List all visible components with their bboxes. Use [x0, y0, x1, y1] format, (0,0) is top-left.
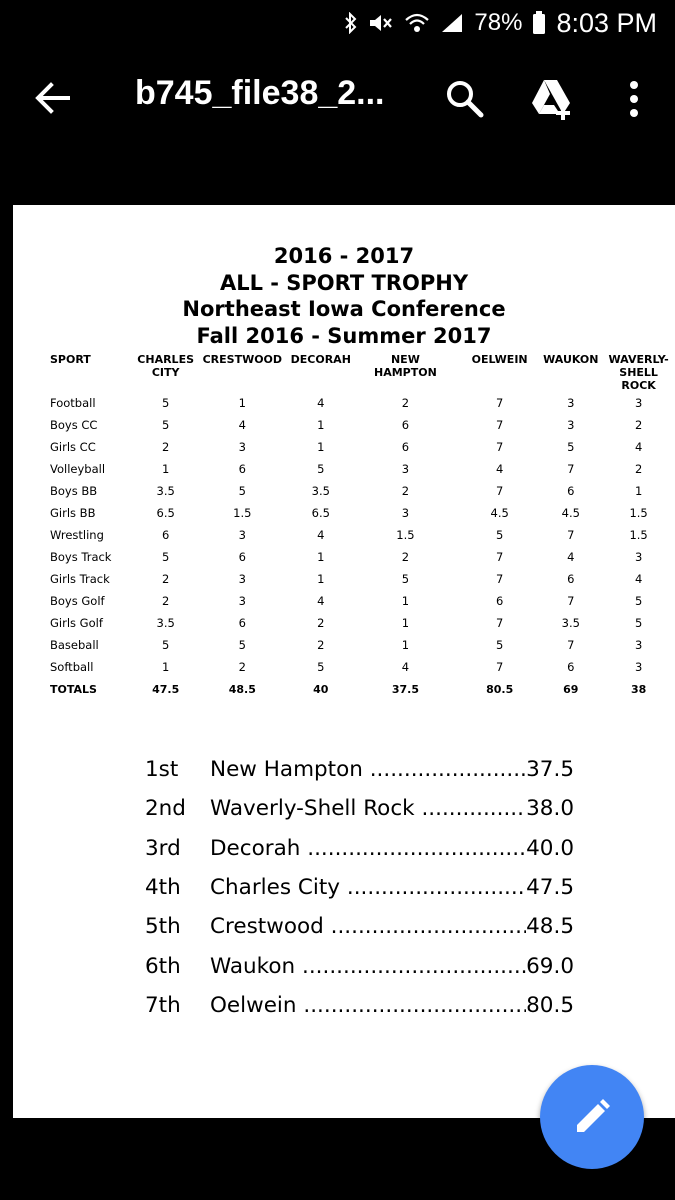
points-cell: 5: [317, 660, 325, 674]
totals-row: [50, 678, 675, 700]
sport-cell: Boys Golf: [50, 594, 105, 608]
points-cell: 4.5: [561, 506, 580, 520]
column-header: CHARLES CITY: [137, 353, 195, 379]
battery-percent: 78%: [474, 9, 523, 36]
points-cell: 5: [161, 418, 170, 432]
sport-cell: Boys Track: [50, 550, 112, 564]
column-header: CRESTWOOD: [202, 353, 283, 366]
sport-cell: Baseball: [50, 638, 99, 652]
points-cell: 5: [161, 638, 170, 652]
points-cell: 3: [401, 462, 410, 476]
points-cell: 1.5: [233, 506, 252, 520]
points-cell: 3: [567, 418, 575, 432]
mute-icon: [368, 12, 394, 34]
points-cell: 2: [401, 396, 410, 410]
points-cell: 6: [567, 660, 575, 674]
table-row: [50, 480, 675, 502]
team-name: Waverly-Shell Rock .....: [210, 794, 574, 824]
score: 37.5: [526, 755, 574, 785]
column-header: DECORAH: [290, 353, 351, 366]
points-cell: 1: [317, 550, 325, 564]
score: 80.5: [526, 991, 574, 1021]
points-cell: 6: [495, 594, 504, 608]
table-row: [50, 546, 675, 568]
sport-cell: Boys CC: [50, 418, 98, 432]
points-cell: 4: [495, 462, 504, 476]
column-header: WAUKON: [543, 353, 599, 366]
points-cell: 6: [238, 462, 246, 476]
points-cell: 2: [317, 616, 325, 630]
points-cell: 6: [238, 616, 246, 630]
sport-cell: Wrestling: [50, 528, 104, 542]
points-cell: 7: [495, 660, 504, 674]
team-name: Waukon .....: [210, 952, 574, 982]
sport-cell: Football: [50, 396, 96, 410]
column-header: NEW HAMPTON: [374, 353, 437, 379]
points-cell: 37.5: [391, 682, 419, 696]
team-name: Decorah .....: [210, 834, 574, 864]
points-cell: 3.5: [561, 616, 580, 630]
edit-pencil-icon: [572, 1097, 612, 1137]
points-cell: 2: [634, 418, 643, 432]
title-line-3: Northeast Iowa Conference: [182, 297, 506, 321]
table-row: [50, 502, 675, 524]
battery-icon: [532, 11, 546, 35]
points-cell: 1: [317, 440, 325, 454]
points-cell: 1.5: [396, 528, 415, 542]
place: 7th: [145, 992, 181, 1018]
points-cell: 4: [317, 528, 325, 542]
search-icon[interactable]: [444, 78, 486, 120]
place: 6th: [145, 953, 181, 979]
table-row: [50, 414, 675, 436]
sport-cell: Girls BB: [50, 506, 96, 520]
place: 1st: [145, 757, 179, 782]
points-cell: 2: [401, 550, 410, 564]
table-row: [50, 436, 675, 458]
title-line-4: Fall 2016 - Summer 2017: [196, 323, 492, 348]
team-name: Crestwood .....: [210, 912, 574, 942]
points-cell: 4: [567, 550, 575, 564]
bluetooth-icon: [344, 12, 358, 34]
sport-cell: Girls Track: [50, 572, 110, 586]
points-cell: 5: [495, 528, 504, 542]
points-cell: 3: [238, 594, 246, 608]
table-row: [50, 458, 675, 480]
points-cell: 7: [567, 594, 575, 608]
points-cell: 1.5: [629, 528, 648, 542]
points-cell: 5: [238, 638, 246, 652]
points-cell: 5: [495, 638, 504, 652]
table-row: [50, 392, 675, 414]
points-cell: 1: [317, 418, 325, 432]
points-cell: 5: [161, 550, 170, 564]
place: 2nd: [145, 796, 186, 822]
add-to-drive-icon[interactable]: [530, 76, 576, 122]
points-cell: 5: [634, 594, 643, 608]
points-cell: 3: [401, 506, 410, 520]
points-cell: 69: [563, 682, 579, 696]
sport-cell: Volleyball: [50, 462, 106, 476]
file-title: b745_file38_2...: [135, 74, 385, 112]
score: 38.0: [526, 794, 574, 824]
points-cell: 4: [401, 660, 410, 674]
points-cell: 5: [317, 462, 325, 476]
back-arrow-icon[interactable]: [30, 76, 74, 120]
points-cell: 7: [567, 528, 575, 542]
points-table: [50, 353, 675, 700]
points-cell: 7: [495, 572, 504, 586]
team-name: Oelwein .....: [210, 991, 574, 1021]
table-row: [50, 612, 675, 634]
document-page[interactable]: [13, 205, 675, 1118]
points-cell: 5: [238, 484, 246, 498]
points-cell: 4: [238, 418, 246, 432]
table-row: [50, 656, 675, 678]
points-cell: 3: [634, 638, 643, 652]
points-cell: 3: [634, 396, 643, 410]
points-cell: 2: [161, 594, 170, 608]
points-cell: 1: [401, 638, 410, 652]
points-cell: 1: [317, 572, 325, 586]
table-row: [50, 568, 675, 590]
points-cell: 6: [161, 528, 170, 542]
points-cell: 1.5: [629, 506, 648, 520]
sport-cell: Girls CC: [50, 440, 96, 454]
sport-cell: Girls Golf: [50, 616, 103, 630]
wifi-icon: [404, 12, 430, 34]
points-cell: 1: [634, 484, 643, 498]
points-cell: 3: [634, 660, 643, 674]
points-cell: 1: [161, 462, 170, 476]
points-cell: 3: [567, 396, 575, 410]
points-cell: 4: [317, 594, 325, 608]
points-cell: 3: [238, 528, 246, 542]
points-cell: 2: [238, 660, 246, 674]
column-header: WAVERLY- SHELL ROCK: [608, 353, 669, 392]
title-line-2: ALL - SPORT TROPHY: [219, 270, 469, 295]
team-name: Charles City .....: [210, 873, 574, 903]
signal-icon: [440, 12, 464, 34]
score: 40.0: [526, 834, 574, 864]
points-cell: 80.5: [486, 682, 514, 696]
points-cell: 7: [495, 418, 504, 432]
points-cell: 1: [401, 616, 410, 630]
sport-cell: TOTALS: [50, 682, 97, 696]
points-cell: 6: [567, 484, 575, 498]
clock: 8:03 PM: [556, 7, 657, 38]
points-cell: 5: [161, 396, 170, 410]
place: 4th: [145, 874, 181, 900]
points-cell: 4: [317, 396, 325, 410]
place: 3rd: [145, 835, 181, 861]
points-cell: 7: [567, 638, 575, 652]
score: 69.0: [526, 952, 574, 982]
place: 5th: [145, 914, 181, 940]
points-cell: 2: [634, 462, 643, 476]
points-cell: 3.5: [156, 484, 175, 498]
points-cell: 7: [495, 440, 504, 454]
points-cell: 3.5: [156, 616, 175, 630]
sport-cell: Boys BB: [50, 484, 98, 498]
more-vert-icon[interactable]: [620, 78, 648, 120]
points-cell: 2: [161, 440, 170, 454]
points-cell: 6: [401, 440, 410, 454]
points-cell: 2: [317, 638, 325, 652]
points-cell: 6.5: [311, 506, 330, 520]
column-header: SPORT: [50, 353, 91, 366]
points-cell: 38: [630, 682, 647, 696]
points-cell: 3: [238, 572, 246, 586]
team-name: New Hampton .....: [210, 755, 574, 785]
points-cell: 3: [238, 440, 246, 454]
title-line-1: 2016 - 2017: [273, 244, 415, 268]
sport-cell: Softball: [50, 660, 94, 674]
points-cell: 1: [238, 396, 246, 410]
points-cell: 6: [567, 572, 575, 586]
points-cell: 1: [161, 660, 170, 674]
points-cell: 4.5: [490, 506, 509, 520]
table-row: [50, 634, 675, 656]
points-cell: 3: [634, 550, 643, 564]
edit-button[interactable]: [540, 1065, 644, 1169]
points-cell: 2: [161, 572, 170, 586]
score: 48.5: [526, 912, 574, 942]
points-cell: 6.5: [156, 506, 175, 520]
points-cell: 1: [401, 594, 410, 608]
points-cell: 3.5: [311, 484, 330, 498]
column-header: OELWEIN: [471, 353, 528, 366]
points-cell: 4: [634, 572, 643, 586]
points-cell: 5: [401, 572, 410, 586]
points-cell: 5: [634, 616, 643, 630]
points-cell: 40: [313, 682, 329, 696]
app-bar: [0, 46, 675, 150]
points-cell: 7: [495, 484, 504, 498]
points-cell: 47.5: [152, 682, 180, 696]
points-cell: 7: [495, 616, 504, 630]
score: 47.5: [526, 873, 574, 903]
table-row: [50, 524, 675, 546]
points-cell: 5: [567, 440, 575, 454]
table-header-row: [50, 353, 675, 392]
points-cell: 48.5: [228, 682, 256, 696]
table-row: [50, 590, 675, 612]
document-title: [13, 243, 675, 349]
points-cell: 7: [495, 550, 504, 564]
points-cell: 6: [238, 550, 246, 564]
points-cell: 4: [634, 440, 643, 454]
points-cell: 7: [567, 462, 575, 476]
points-cell: 2: [401, 484, 410, 498]
status-bar: [0, 0, 675, 46]
points-cell: 6: [401, 418, 410, 432]
points-cell: 7: [495, 396, 504, 410]
